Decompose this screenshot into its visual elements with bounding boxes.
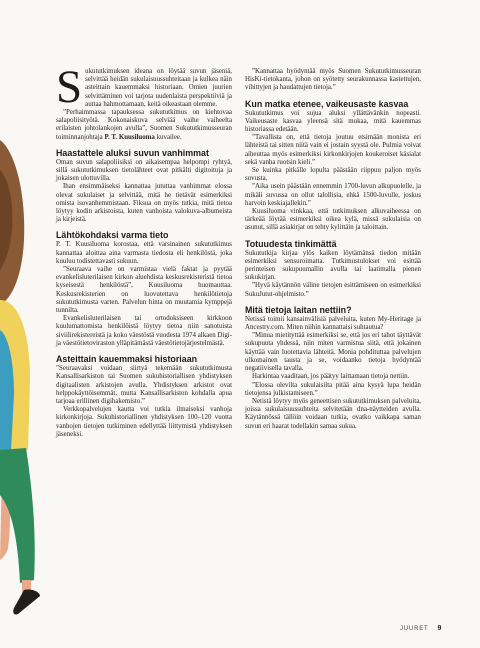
body-paragraph: ”Seuraavaksi voidaan siirtyä tekemään sukututkimusta Kansallisarkiston tai Suomen sukuhistoriallisen yhdistyksen digitaalisten arkistojen avulla. Yhdistyksen arkistot ovat helppokäyttöisemmät, mutta Kansallisarkiston kohdalla apua tarjoaa erillinen digihakemisto.” <box>56 365 232 405</box>
section-heading: Totuudesta tinkimättä <box>245 238 337 249</box>
body-paragraph: Kuusiluoma vinkkaa, että tutkimuksen alkuvaiheessa on tärkeää löytää esimerkiksi oikea kylä, missä sukulaisia on asunut, sillä asiakirjat on tehty kylittäin ja taloittain. <box>245 208 421 232</box>
right-column <box>245 68 421 431</box>
body-paragraph: Harkintaa vaaditaan, jos päätyy laittamaan tietoja nettiin. <box>252 373 410 381</box>
body-paragraph: Verkkopalvelujen kautta voi tutkia ilmaiseksi vanhoja kirkonkirjoja. Sukuhistoriallinen yhdistyksen 100–120 vuotta vanhojen tietojen tutkiminen edellyttää liittymistä yhdistyksen jäseneksi. <box>56 406 232 438</box>
body-paragraph: Netissä toimii kansainvälisiä palveluita, kuten My-Heritage ja Ancestry.com. Miten niihin kannattaisi suhtautua? <box>245 315 421 332</box>
body-paragraph: Sukututkimus voi sujua aluksi yllättävänkin nopeasti. Vaikeusaste kasvaa yleensä sitä mukaa, mitä kauemmas historiassa edetään. <box>245 109 421 134</box>
person-name: P. T. Kuusiluoma <box>104 133 155 141</box>
body-paragraph: Oman suvun salapoliisiksi on aikaisempaa helpompi ryhtyä, sillä sukututkimuksen tietolähteet ovat pitkälti digitoituja ja jokaisen ulottuvilla. <box>56 158 232 183</box>
page-number: 9 <box>437 625 443 632</box>
body-paragraph: Evankelisluterilaisen tai ortodoksiseen kirkkoon kuulumattomista henkilöistä löytyy tietoa niin sanotuista siviilirekistereistä ja koko väestöstä vuodesta 1974 alkaen Digi- ja väestötietoviraston ylläpitämästä väestötietojärjestelmästä. <box>56 315 232 347</box>
page-footer <box>400 625 442 632</box>
body-paragraph: Se kuinka pitkälle lopulta päästään riippuu paljon myös suvusta. <box>245 167 421 183</box>
left-column <box>56 61 232 439</box>
section-heading: Lähtökohdaksi varma tieto <box>56 230 169 241</box>
body-paragraph: ”Elossa olevilta sukulaisilta pitää aina kysyä lupa heidän tietojensa julkistamiseen.” <box>245 381 421 397</box>
body-paragraph: ”Perhaimmassa tapauksessa sukututkimus on kiehtovaa salapoliisityötä. Kokonaiskuva selviää vaihe vaiheelta erilaisten johtolankojen avulla”, Suomen Sukututkimusseuran toiminnanjohtaja P. T. Kuusiluoma kuvailee. <box>56 109 232 141</box>
intro-paragraph: Sukututkimuksen ideana on löytää suvun jäseniä, selvittää heidän sukulaisuussuhteitaan ja kulkea näin asteittain kauemmaksi historiaan. Omien juurien selvittäminen voi tarjota uudenlaista perspektiiviä ja auttaa hahmottamaan, keitä oikeastaan olemme. <box>56 61 232 113</box>
body-paragraph: ”Kannattaa hyödyntää myös Suomen Sukututkimusseuran HisKi-tietokanta, johon on syötetty seurakunnassa kastettujen, vihittyjen ja haudattujen tietoja.” <box>245 68 421 92</box>
person-illustration <box>0 0 62 648</box>
body-paragraph: ”Hyvä käytännön väline tietojen esittämiseen on esimerkiksi SukuJutut-ohjelmisto.” <box>245 282 421 298</box>
body-paragraph: ”Aika usein päästään ennemmin 1700-luvun alkupuolelle, ja mikäli suvussa on ollut talollisia, ehkä 1500-luvulle, joskus harvoin keskiajallekin.” <box>245 183 421 207</box>
drop-cap: S <box>56 61 83 113</box>
section-heading: Asteittain kauemmaksi historiaan <box>56 354 198 365</box>
body-paragraph: Netistä löytyy myös geneettisen sukututkimuksen palveluita, joissa sukulaisuussuhteita selvitetään dna-näytteiden avulla. Käytännössä tällöin voidaan tutkia, ovatko vaikkapa saman suvun eri haarat todellakin samaa sukua. <box>245 397 421 430</box>
section-heading: Kun matka etenee, vaikeusaste kasvaa <box>245 98 409 109</box>
body-paragraph: ”Minua mietityttää esimerkiksi se, että jos eri tahot täyttävät sukupuuta yhdessä, niin miten varmistua siitä, että jokainen käyttää vain luotettavia lähteitä. Monia pohdituttaa palvelujen ulkomainen tausta ja se, voidaanko tietoja hyödyntää negatiivisella tavalla. <box>245 332 421 373</box>
section-heading: Mitä tietoja laitan nettiin? <box>245 304 352 315</box>
body-paragraph: ”Seuraava vaihe on varmistaa vielä faktat ja pyytää evankelisluterilaisen kirkon aluehdista keskusrekisteristä tietoa kyseisestä henkilöstä”, Kuusiluoma huomauttaa. Keskusrekisterien on luovutettava henkilötietoja sukututkimusta varten. Palvelun hinta on muutamia kymppejä tunnilta. <box>56 266 232 315</box>
body-paragraph: Sukututkija kirjaa ylös kaiken löytämänsä tiedon mitään esimerkiksi sensuroimatta. Tutkimustulokset voi esittää perinteisen sukupuumallin avulla tai laatimalla pienen sukukirjan. <box>245 249 421 282</box>
body-paragraph: Ihan ensimmäiseksi kannattaa jututtaa vanhimmat elossa olevat sukulaiset ja selvittää, mitä he tietävät esimerkiksi omista isovanhemmistaan. Fiksua on myös tutkia, mitä tietoa löytyy kodin arkistoista, kuten vanhoista valokuva-albumeista ja kirjeistä. <box>56 183 232 224</box>
shoe-shape <box>13 589 40 614</box>
body-paragraph: P. T. Kuusiluoma korostaa, että varsinainen sukututkimus kannattaa aloittaa aina varmasta tiedosta eli henkilöstä, joka kuuluu todistettavasti sukuun. <box>56 241 232 265</box>
magazine-name: JUURET <box>400 626 429 632</box>
section-heading: Haastattele aluksi suvun vanhimmat <box>56 147 209 158</box>
body-paragraph: ”Tavallista on, että tietoja joutuu etsimään monista eri lähteistä tai sitten niitä vain ei jostain syystä ole. Pulmia voivat aiheuttaa myös esimerkiksi kirkonkirjojen koukeroiset käsialat sekä vanha ruotsin kieli.” <box>245 134 421 166</box>
